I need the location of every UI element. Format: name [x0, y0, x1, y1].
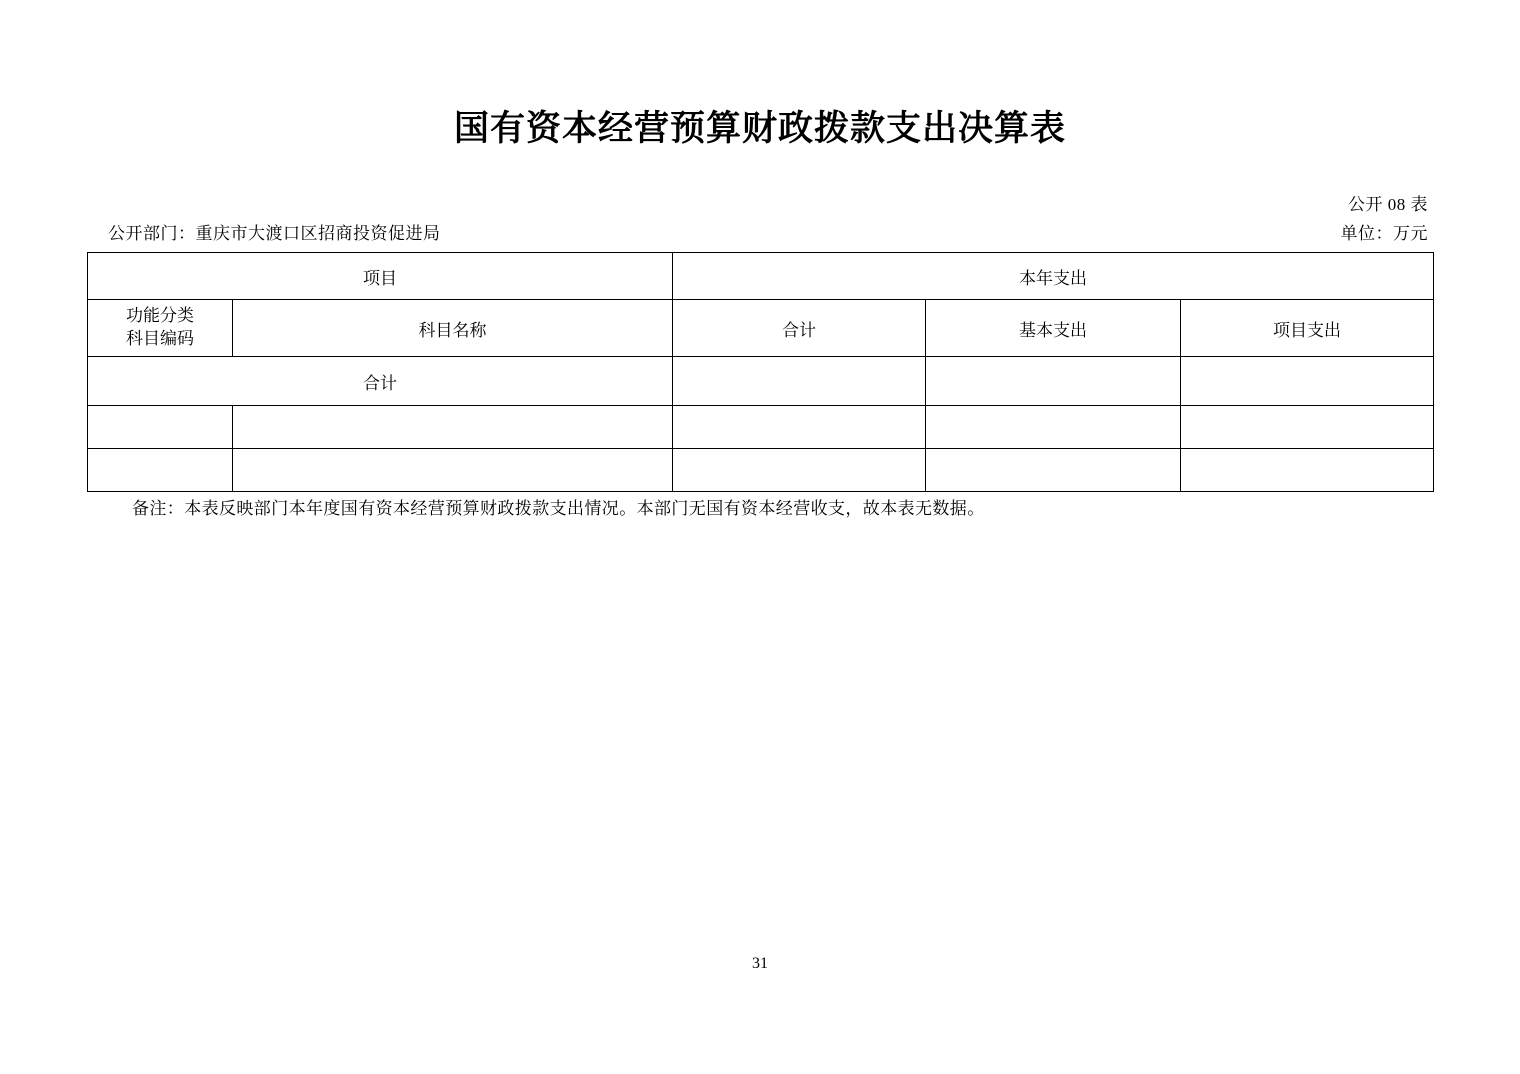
cell-basic	[926, 406, 1181, 449]
cell-code	[88, 449, 233, 492]
cell-total-basic	[926, 357, 1181, 406]
header-function-code	[88, 300, 233, 357]
table-row	[88, 357, 1434, 406]
header-current-year-expenditure: 本年支出	[673, 253, 1434, 300]
budget-table	[87, 252, 1434, 492]
header-function-code-line2: 科目编码	[126, 329, 194, 349]
cell-project	[1181, 449, 1434, 492]
unit-label: 单位：万元	[1340, 224, 1428, 243]
cell-name	[233, 449, 673, 492]
cell-total-project	[1181, 357, 1434, 406]
cell-name	[233, 406, 673, 449]
department-label: 公开部门：重庆市大渡口区招商投资促进局	[108, 224, 441, 243]
cell-project	[1181, 406, 1434, 449]
table-row	[88, 449, 1434, 492]
cell-total-sum	[673, 357, 926, 406]
table-header-row	[88, 300, 1434, 357]
header-subject-name: 科目名称	[233, 300, 673, 357]
header-basic-expenditure: 基本支出	[926, 300, 1181, 357]
cell-total	[673, 449, 926, 492]
page-number: 31	[752, 955, 768, 972]
cell-basic	[926, 449, 1181, 492]
header-item: 项目	[88, 253, 673, 300]
cell-code	[88, 406, 233, 449]
table-row	[88, 406, 1434, 449]
header-function-code-line1: 功能分类	[126, 306, 194, 327]
table-note: 备注：本表反映部门本年度国有资本经营预算财政拨款支出情况。本部门无国有资本经营收支，故本表无数据。	[132, 499, 985, 518]
header-project-expenditure: 项目支出	[1181, 300, 1434, 357]
form-number-label: 公开 08 表	[1348, 195, 1428, 214]
table-header-group-row	[88, 253, 1434, 300]
page-title: 国有资本经营预算财政拨款支出决算表	[453, 109, 1066, 149]
header-total: 合计	[673, 300, 926, 357]
cell-total	[673, 406, 926, 449]
cell-total-label: 合计	[88, 357, 673, 406]
